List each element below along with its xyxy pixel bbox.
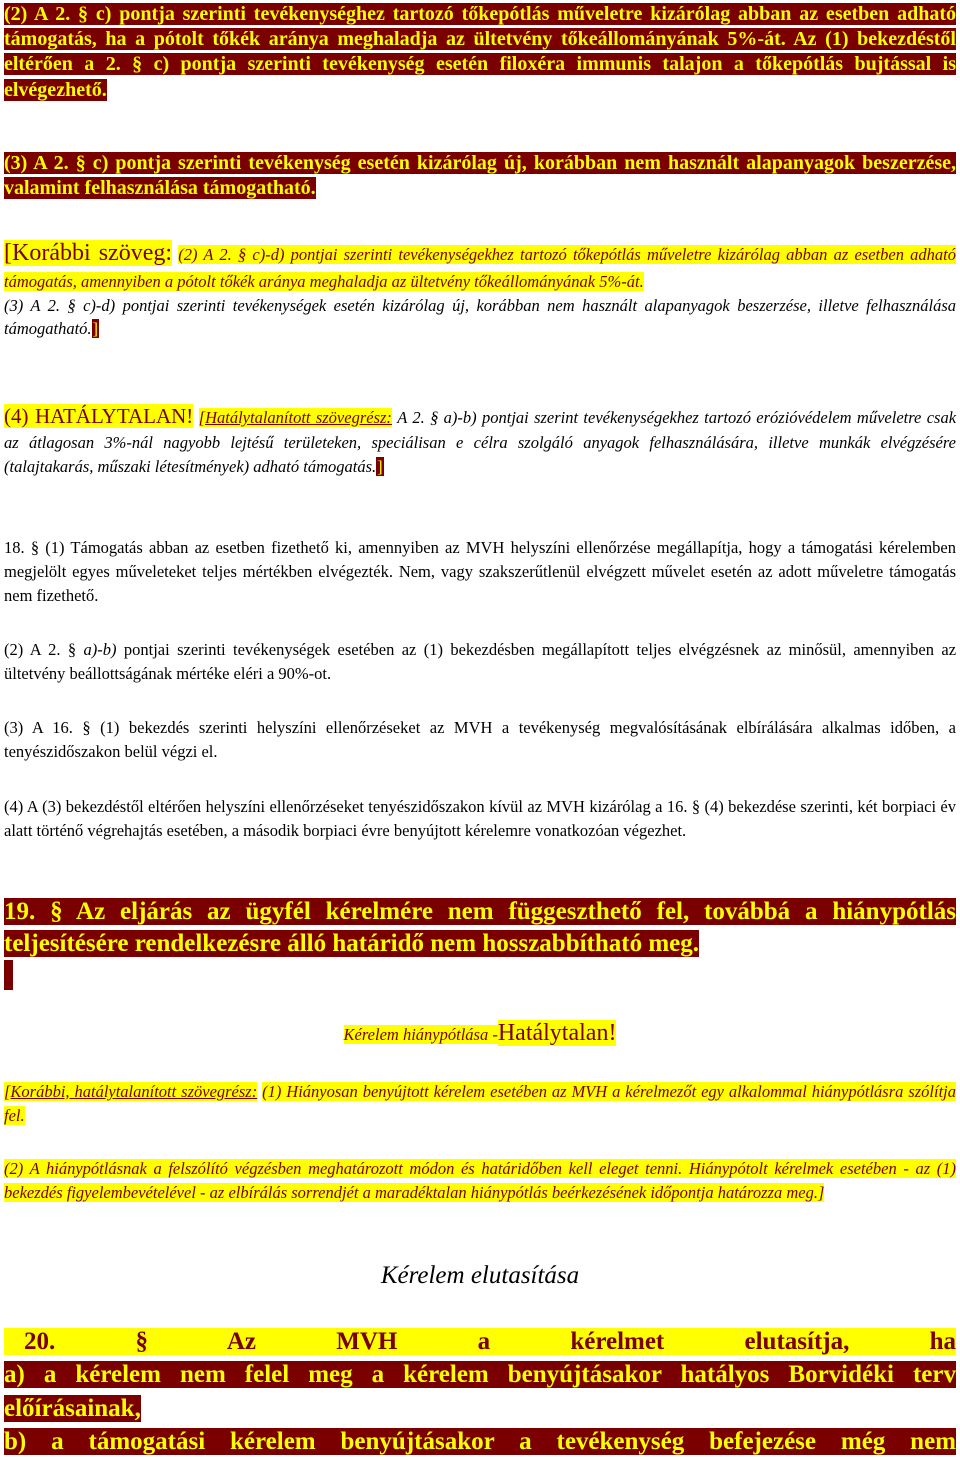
paragraph-text: (4) A (3) bekezdéstől eltérően helyszíni ellenőrzéseket tenyészidőszakon kívül az MVH kizárólag a 16. § (4) bekezdése szerinti, két borpiaci év alatt történő végrehajtás esetében, a második borpiaci évre benyújtott kérelemre vonatkozóan végezhet. (4, 797, 956, 840)
paragraph-4-hatalytalan (4, 401, 956, 479)
heading-elutasitas: Kérelem elutasítása (380, 1262, 580, 1289)
paragraph-3-alapanyagok (4, 151, 956, 201)
repealed-label: [Hatálytalanított szövegrész: (198, 408, 392, 427)
highlighted-text: (3) A 2. § c) pontja szerinti tevékenység esetén kizárólag új, korábban nem használt alapanyagok beszerzése, valamint felhasználása támogatható. (4, 152, 956, 200)
section-19-text: 19. § Az eljárás az ügyfél kérelmére nem függeszthető fel, továbbá a hiánypótlás teljesítésére rendelkezésre álló határidő nem hosszabbítható meg. (4, 898, 956, 957)
repealed-label: [Korábbi, hatálytalanított szövegrész: (4, 1082, 258, 1101)
paragraph-text: pontjai szerinti tevékenységek esetében az (1) bekezdésben megállapított teljes elvégzésnek az minősül, amennyiben az ültetvény beállottságának mértéke eléri a 90%-ot. (4, 640, 957, 683)
section-18-paragraph-4 (4, 795, 956, 843)
previous-text-paragraph-3: (3) A 2. § c)-d) pontjai szerinti tevékenységek esetén kizárólag új, korábban nem használt alapanyagok beszerzése, illetve felhasználása támogatható. (4, 295, 956, 338)
previous-text-label: [Korábbi szöveg: (4, 240, 173, 266)
paragraph-2-tokepotlas (4, 2, 956, 103)
paragraph-text: (3) A 16. § (1) bekezdés szerinti helyszíni ellenőrzéseket az MVH a tevékenység megvalósításának elbírálására alkalmas időben, a tenyészidőszakon belül végzi el. (4, 718, 956, 761)
section-20-line-1 (4, 1325, 956, 1358)
highlighted-text: (2) A 2. § c) pontja szerinti tevékenységhez tartozó tőkepótlás műveletre kizárólag abban az esetben adható támogatás, ha a pótolt tőkék aránya meghaladja az ültetvény tőkeállományának 5%-át. Az (1) bekezdéstől eltérően a 2. § c) pontja szerinti tevékenység esetén filoxéra immunis talajon a tőkepótlás bujtással is elvégezhető. (4, 3, 956, 101)
heading-hianypotlas-status: Hatálytalan! (497, 1020, 617, 1046)
repealed-text: (2) A hiánypótlásnak a felszólító végzésben meghatározott módon és határidőben kell eleget tenni. Hiánypótolt kérelmek esetében - az (1) bekezdés figyelembevételével - az elbírálás sorrendjét a maradéktalan hiánypótlás beérkezésének időpontja határozza meg.] (4, 1159, 956, 1202)
closing-bracket: ] (377, 457, 383, 477)
section-18-paragraph-2 (4, 638, 956, 686)
paragraph-points: a)-b) (83, 640, 117, 659)
section-18-paragraph-3 (4, 716, 956, 764)
repealed-text: A 2. § a)-b) pontjai szerint tevékenységekhez tartozó erózióvédelem műveletre csak az átlagosan 3%-nál nagyobb lejtésű területeken, speciálisan e célra szolgáló anyagok felhasználására, illetve munkák elvégzésére (talajtakarás, műszaki létesítmények) adható támogatás. (4, 408, 957, 477)
paragraph-text: 18. § (1) Támogatás abban az esetben fizethető ki, amennyiben az MVH helyszíni ellenőrzése megállapítja, hogy a támogatási kérelemben megjelölt egyes műveleteket teljes mértékben elvégezték. Nem, vagy szakszerűtlenül elvégzett művelet esetén az adott műveletre támogatás nem fizethető. (4, 538, 956, 605)
section-20-point-b (4, 1425, 956, 1458)
section-20-point-a-text: a) a kérelem nem felel meg a kérelem benyújtásakor hatályos Borvidéki terv előírásainak, (4, 1361, 956, 1422)
section-18-paragraph-1 (4, 536, 956, 608)
revision-marker (4, 960, 13, 990)
closing-bracket: ] (92, 318, 99, 338)
section-20-point-b-text: b) a támogatási kérelem benyújtásakor a tevékenység befejezése még nem (4, 1427, 956, 1455)
repealed-paragraph-1 (4, 1080, 956, 1128)
section-20 (4, 1325, 956, 1458)
repealed-text: (1) Hiányosan benyújtott kérelem esetében az MVH a kérelmezőt egy alkalommal hiánypótlásra szólítja fel. (4, 1082, 956, 1125)
section-19 (4, 896, 956, 960)
section-20-intro: 20. § Az MVH a kérelmet elutasítja, ha (4, 1328, 956, 1355)
heading-hianypotlas-text: Kérelem hiánypótlása - (343, 1025, 498, 1044)
repealed-paragraph-2 (4, 1157, 956, 1205)
paragraph-prefix: (2) A 2. § (4, 640, 77, 659)
previous-text-paragraph-2: (2) A 2. § c)-d) pontjai szerinti tevékenységekhez tartozó tőkepótlás műveletre kizárólag abban az esetben adható támogatás, amennyiben a pótolt tőkék aránya meghaladja az ültetvény tőkeállományának 5%-át. (4, 245, 956, 292)
section-20-point-a (4, 1358, 956, 1425)
heading-hianypotlas (0, 1020, 960, 1047)
repealed-heading: (4) HATÁLYTALAN! (4, 404, 194, 428)
previous-text-block (4, 236, 956, 340)
